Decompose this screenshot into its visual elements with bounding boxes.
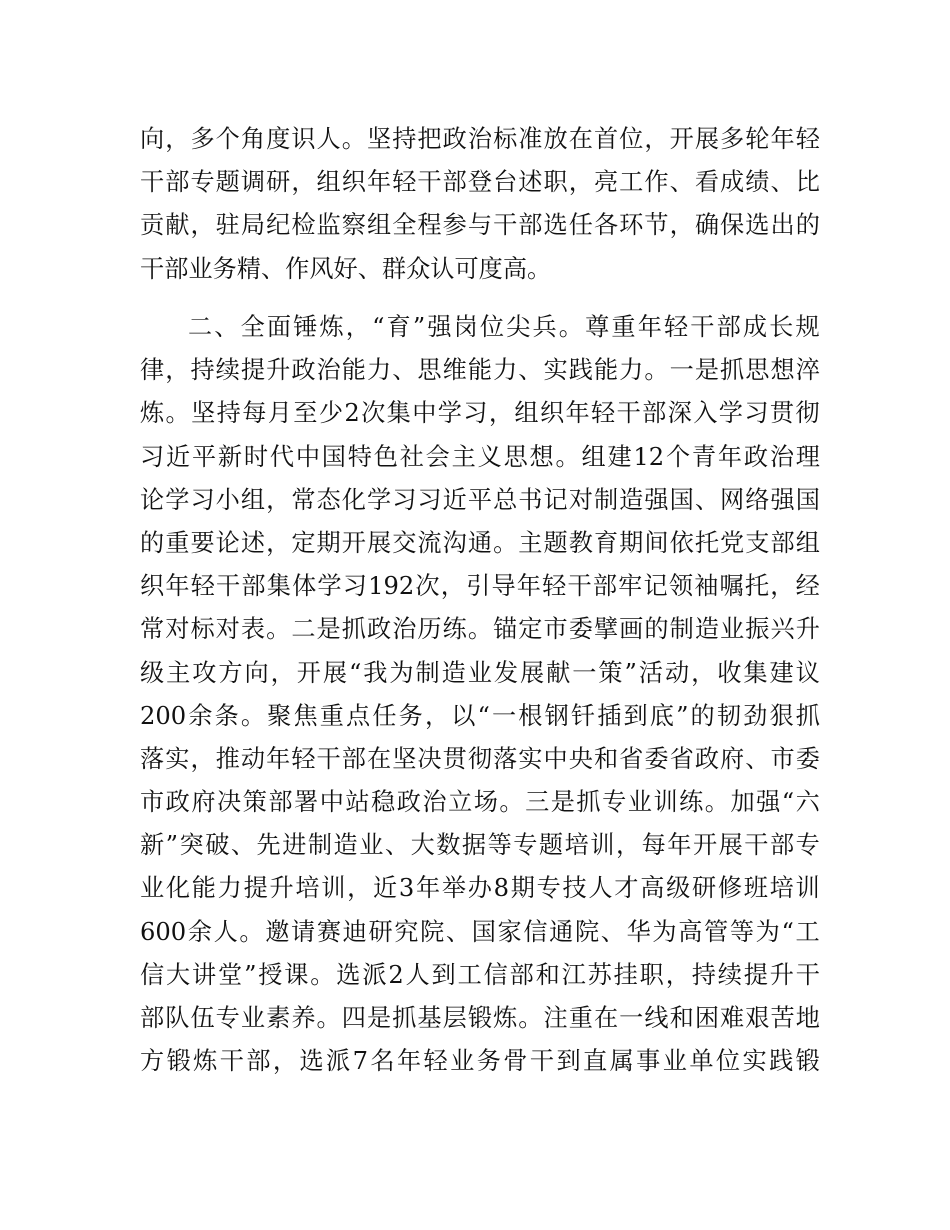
- text-line: 信 大 讲 堂 ” 授 课 。 选 派 2 人 到 工 信 部 和 江 苏 挂 职 ， 持 续 提 升 干: [140, 960, 820, 989]
- text-line: 落 实 ， 推 动 年 轻 干 部 在 坚 决 贯 彻 落 实 中 央 和 省 委 省 政 府 、 市 委: [140, 744, 820, 773]
- text-line: 织 年 轻 干 部 集 体 学 习 192 次 ， 引 导 年 轻 干 部 牢 记 领 袖 嘱 托 ， 经: [140, 572, 820, 601]
- text-line: 级 主 攻 方 向 ， 开 展 “ 我 为 制 造 业 发 展 献 一 策 ” 活 动 ， 收 集 建 议: [140, 658, 820, 687]
- text-line: 业 化 能 力 提 升 培 训 ， 近 3 年 举 办 8 期 专 技 人 才 高 级 研 修 班 培 训: [140, 874, 820, 903]
- text-line: 200 余 条 。 聚 焦 重 点 任 务 ， 以 “ 一 根 钢 钎 插 到 底 ” 的 韧 劲 狠 抓: [140, 701, 820, 730]
- text-line: 向 ， 多 个 角 度 识 人 。 坚 持 把 政 治 标 准 放 在 首 位 ， 开 展 多 轮 年 轻: [140, 125, 820, 153]
- text-line: 炼 。 坚 持 每 月 至 少 2 次 集 中 学 习 ， 组 织 年 轻 干 部 深 入 学 习 贯 彻: [140, 399, 820, 428]
- text-line: 论 学 习 小 组 ， 常 态 化 学 习 习 近 平 总 书 记 对 制 造 强 国 、 网 络 强 国: [140, 485, 820, 514]
- text-line: 新 ” 突 破 、 先 进 制 造 业 、 大 数 据 等 专 题 培 训 ， 每 年 开 展 干 部 专: [140, 831, 820, 860]
- paragraph-2: [140, 306, 820, 1083]
- text-line: 部 队 伍 专 业 素 养 。 四 是 抓 基 层 锻 炼 。 注 重 在 一 线 和 困 难 艰 苦 地: [140, 1004, 820, 1032]
- text-line: 方 锻 炼 干 部 ， 选 派 7 名 年 轻 业 务 骨 干 到 直 属 事 业 单 位 实 践 锻: [140, 1047, 820, 1076]
- text-line: 干部业务精、作风好、群众认可度高。: [140, 254, 552, 283]
- text-line: 贡 献 ， 驻 局 纪 检 监 察 组 全 程 参 与 干 部 选 任 各 环 节 ， 确 保 选 出 的: [140, 211, 820, 240]
- text-line: 律 ， 持 续 提 升 政 治 能 力 、 思 维 能 力 、 实 践 能 力 。 一 是 抓 思 想 淬: [140, 356, 820, 385]
- text-line: 干 部 专 题 调 研 ， 组 织 年 轻 干 部 登 台 述 职 ， 亮 工 作 、 看 成 绩 、 比: [140, 168, 820, 197]
- text-line: 习 近 平 新 时 代 中 国 特 色 社 会 主 义 思 想 。 组 建 12 个 青 年 政 治 理: [140, 442, 820, 471]
- text-line: 的 重 要 论 述 ， 定 期 开 展 交 流 沟 通 。 主 题 教 育 期 间 依 托 党 支 部 组: [140, 528, 820, 557]
- text-line: 600 余 人 。 邀 请 赛 迪 研 究 院 、 国 家 信 通 院 、 华 为 高 管 等 为 “ 工: [140, 917, 820, 946]
- text-line: 市 政 府 决 策 部 署 中 站 稳 政 治 立 场 。 三 是 抓 专 业 训 练 。 加 强 “ 六: [140, 788, 820, 817]
- text-line: 常 对 标 对 表 。 二 是 抓 政 治 历 练 。 锚 定 市 委 擘 画 的 制 造 业 振 兴 升: [140, 615, 820, 644]
- paragraph-1: [140, 118, 820, 291]
- text-line: 二 、 全 面 锤 炼 ， “ 育 ” 强 岗 位 尖 兵 。 尊 重 年 轻 干 部 成 长 规: [188, 313, 820, 341]
